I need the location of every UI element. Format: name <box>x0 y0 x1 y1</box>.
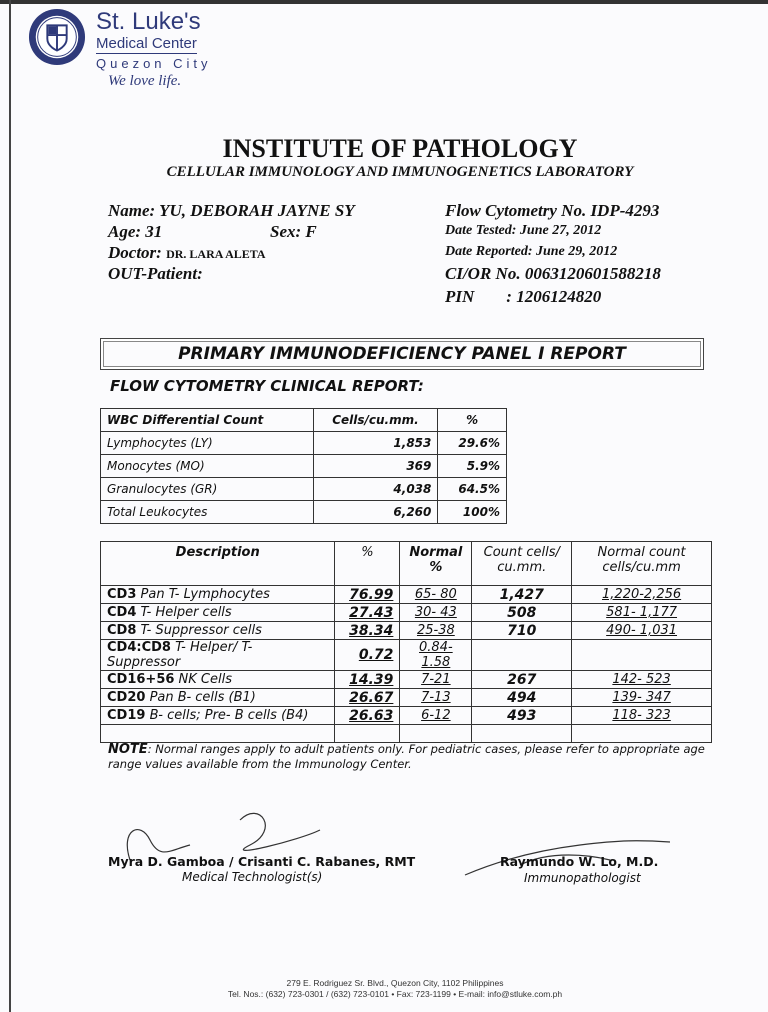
section-title: FLOW CYTOMETRY CLINICAL REPORT: <box>110 377 424 395</box>
table-row <box>101 604 712 622</box>
cell-count: 267 <box>472 671 572 689</box>
cell-description <box>101 586 335 604</box>
column-header: % <box>335 542 400 586</box>
cd-markers-table <box>100 541 712 743</box>
cior-number: CI/OR No. 0063120601588218 <box>445 264 661 283</box>
cd-desc: T- Helper/ T- Suppressor <box>107 640 253 670</box>
cd-code: CD19 <box>107 708 146 723</box>
cd-desc: B- cells; Pre- B cells (B4) <box>149 708 309 723</box>
cell: 64.5% <box>438 478 507 501</box>
cell-count: 493 <box>472 707 572 725</box>
cell-percent: 76.99 <box>335 586 400 604</box>
column-header: Normal count cells/cu.mm <box>572 542 712 586</box>
cd-code: CD4:CD8 <box>107 640 171 655</box>
column-header: % <box>438 409 507 432</box>
cell: 4,038 <box>313 478 438 501</box>
document-title: INSTITUTE OF PATHOLOGY <box>222 134 578 163</box>
cell-normal-count: 142- 523 <box>572 671 712 689</box>
column-header: Description <box>101 542 335 586</box>
flow-cytometry-no: Flow Cytometry No. IDP-4293 <box>445 201 660 220</box>
footer-contact: Tel. Nos.: (632) 723-0301 / (632) 723-0101 • Fax: 723-1199 • E-mail: info@stluke.com.ph <box>227 989 563 999</box>
cell-normal-count: 118- 323 <box>572 707 712 725</box>
scan-edge <box>0 0 768 4</box>
cd-code: CD3 <box>107 587 137 602</box>
cell-percent: 27.43 <box>335 604 400 622</box>
cell: 6,260 <box>313 501 438 524</box>
cell-percent: 0.72 <box>335 640 400 671</box>
cell: Granulocytes (GR) <box>101 478 314 501</box>
cd-desc: T- Suppressor cells <box>140 623 262 638</box>
cd-desc: Pan B- cells (B1) <box>149 690 256 705</box>
cell-normal-percent: 6-12 <box>400 707 472 725</box>
column-header: WBC Differential Count <box>101 409 314 432</box>
cell: Lymphocytes (LY) <box>101 432 314 455</box>
wbc-differential-table <box>100 408 507 524</box>
cd-code: CD8 <box>107 623 137 638</box>
cell-normal-percent: 7-21 <box>400 671 472 689</box>
brand-name: St. Luke's <box>96 8 201 35</box>
table-row <box>101 707 712 725</box>
table-row <box>101 586 712 604</box>
brand-city: Quezon City <box>96 56 212 71</box>
cell-percent: 26.67 <box>335 689 400 707</box>
cell-normal-percent: 0.84-1.58 <box>400 640 472 671</box>
pin-field <box>445 287 601 307</box>
table-header-row <box>101 542 712 586</box>
patient-type: OUT-Patient: <box>108 264 203 283</box>
hospital-seal-logo <box>28 8 86 66</box>
table-row <box>101 501 507 524</box>
cell: 5.9% <box>438 455 507 478</box>
table-row <box>101 478 507 501</box>
cell-description <box>101 604 335 622</box>
pathologist-name: Raymundo W. Lo, M.D. <box>500 854 659 869</box>
patient-age: Age: 31 <box>108 222 163 241</box>
cell-description <box>101 707 335 725</box>
note-label: NOTE <box>108 742 148 757</box>
cell-description <box>101 640 335 671</box>
table-row <box>101 455 507 478</box>
cell-description <box>101 671 335 689</box>
cell: Monocytes (MO) <box>101 455 314 478</box>
cell-percent: 38.34 <box>335 622 400 640</box>
table-header-row <box>101 409 507 432</box>
cell-normal-percent: 65- 80 <box>400 586 472 604</box>
table-row <box>101 622 712 640</box>
note-text <box>108 742 708 772</box>
cd-desc: Pan T- Lymphocytes <box>140 587 270 602</box>
column-header: Cells/cu.mm. <box>313 409 438 432</box>
date-tested: Date Tested: June 27, 2012 <box>445 223 602 238</box>
cell-normal-count: 490- 1,031 <box>572 622 712 640</box>
cell-count: 508 <box>472 604 572 622</box>
cell-normal-percent: 25-38 <box>400 622 472 640</box>
doctor-name: DR. LARA ALETA <box>166 247 266 261</box>
cell-count: 1,427 <box>472 586 572 604</box>
table-row <box>101 640 712 671</box>
brand-tagline: We love life. <box>108 73 182 89</box>
cell-description <box>101 622 335 640</box>
pin-label: PIN <box>445 287 475 306</box>
table-row <box>101 432 507 455</box>
table-row-empty <box>101 725 712 743</box>
brand-subtitle: Medical Center <box>96 35 197 52</box>
patient-name: Name: YU, DEBORAH JAYNE SY <box>108 201 355 220</box>
cell-percent: 14.39 <box>335 671 400 689</box>
cd-desc: T- Helper cells <box>140 605 232 620</box>
cd-code: CD16+56 <box>107 672 175 687</box>
cell-normal-count: 139- 347 <box>572 689 712 707</box>
column-header: Normal % <box>400 542 472 586</box>
cell: 1,853 <box>313 432 438 455</box>
cell: 29.6% <box>438 432 507 455</box>
cell: 369 <box>313 455 438 478</box>
cell-count: 710 <box>472 622 572 640</box>
footer-address: 279 E. Rodriguez Sr. Blvd., Quezon City, 1102 Philippines <box>286 978 504 988</box>
cell-normal-count: 1,220-2,256 <box>572 586 712 604</box>
doctor-label: Doctor: <box>108 243 162 262</box>
cd-code: CD20 <box>107 690 146 705</box>
table-row <box>101 689 712 707</box>
doctor-field <box>108 243 266 263</box>
technologist-names: Myra D. Gamboa / Crisanti C. Rabanes, RMT <box>108 854 416 869</box>
date-reported: Date Reported: June 29, 2012 <box>445 244 618 259</box>
cell-normal-percent: 30- 43 <box>400 604 472 622</box>
technologist-title: Medical Technologist(s) <box>182 870 323 884</box>
patient-sex: Sex: F <box>270 222 317 241</box>
cell-percent: 26.63 <box>335 707 400 725</box>
cell-count <box>472 640 572 671</box>
pin-value: : 1206124820 <box>506 287 602 306</box>
cell: 100% <box>438 501 507 524</box>
cell-normal-count <box>572 640 712 671</box>
pathologist-title: Immunopathologist <box>524 871 641 885</box>
table-row <box>101 671 712 689</box>
column-header: Count cells/ cu.mm. <box>472 542 572 586</box>
cell-description <box>101 689 335 707</box>
note-body: : Normal ranges apply to adult patients only. For pediatric cases, please refer to appropriate age range values available from the Immunology Center. <box>108 742 705 771</box>
document-subtitle: CELLULAR IMMUNOLOGY AND IMMUNOGENETICS LABORATORY <box>166 164 634 180</box>
cd-desc: NK Cells <box>178 672 233 687</box>
cd-code: CD4 <box>107 605 137 620</box>
report-title-box: PRIMARY IMMUNODEFICIENCY PANEL I REPORT <box>100 338 704 370</box>
cell-normal-count: 581- 1,177 <box>572 604 712 622</box>
cell-normal-percent: 7-13 <box>400 689 472 707</box>
cell-count: 494 <box>472 689 572 707</box>
cell: Total Leukocytes <box>101 501 314 524</box>
